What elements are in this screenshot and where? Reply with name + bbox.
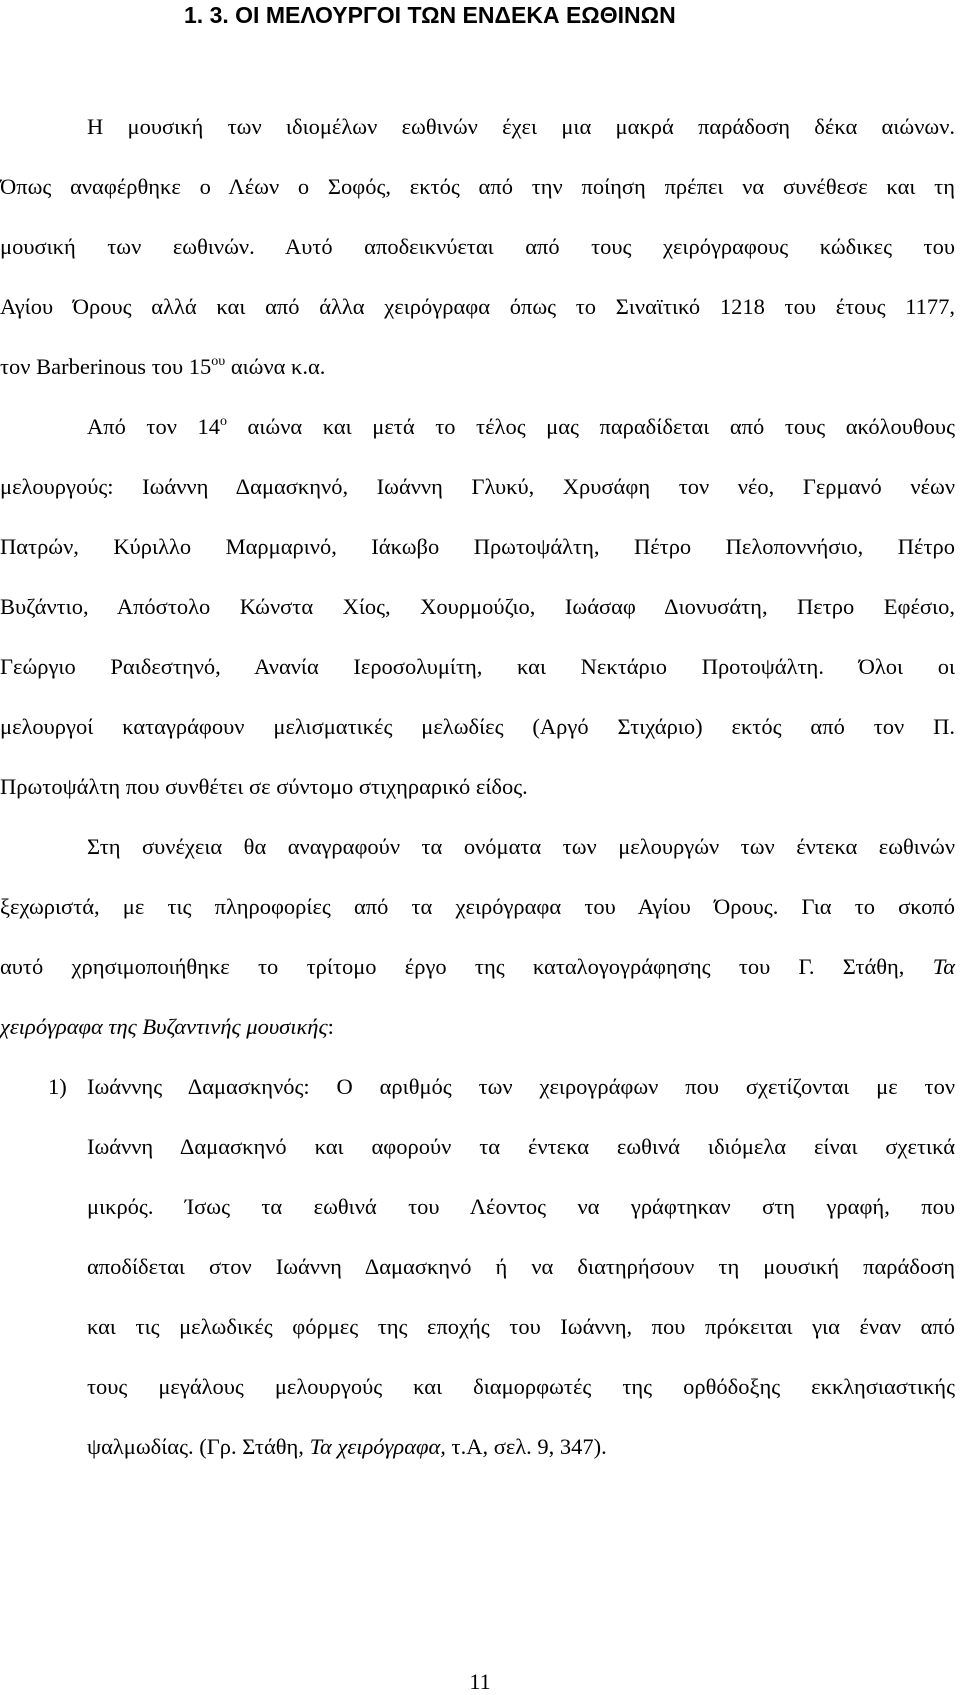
paragraph-2-line-4-text: Βυζάντιο, Απόστολο Κώνστα Χίος, Χουρμούζιο, Ιωάσαφ Διονυσάτη, Πετρο Εφέσιο, — [0, 594, 955, 619]
section-heading: 1. 3. ΟΙ ΜΕΛΟΥΡΓΟΙ ΤΩΝ ΕΝΔΕΚΑ ΕΩΘΙΝΩΝ — [184, 2, 676, 28]
paragraph-2-line-7 — [0, 772, 955, 802]
list-item-line-3-text: μικρός. Ίσως τα εωθινά του Λέοντος να γράφτηκαν στη γραφή, που — [87, 1194, 955, 1219]
list-item-line-6-text: τους μεγάλους μελουργούς και διαμορφωτές της ορθόδοξης εκκλησιαστικής — [87, 1374, 955, 1399]
paragraph-2-line-1-text-a: Από τον 14 — [87, 414, 220, 439]
italic-citation: Τα χειρόγραφα, — [309, 1434, 446, 1459]
list-item-line-7 — [87, 1432, 955, 1462]
paragraph-1-line-2 — [0, 172, 955, 202]
paragraph-2-line-6 — [0, 712, 955, 742]
paragraph-2-line-1-text-b: αιώνα και μετά το τέλος μας παραδίδεται από τους ακόλουθους — [226, 414, 955, 439]
list-item-line-5 — [87, 1312, 955, 1342]
paragraph-2-line-3-text: Πατρών, Κύριλλο Μαρμαρινό, Ιάκωβο Πρωτοψάλτη, Πέτρο Πελοποννήσιο, Πέτρο — [0, 534, 955, 559]
list-item-line-1-text: Ιωάννης Δαμασκηνός: Ο αριθμός των χειρογράφων που σχετίζονται με τον — [87, 1074, 955, 1099]
paragraph-1-line-2-text: Όπως αναφέρθηκε ο Λέων ο Σοφός, εκτός από την ποίηση πρέπει να συνέθεσε και τη — [0, 174, 955, 199]
list-item-line-4-text: αποδίδεται στον Ιωάννη Δαμασκηνό ή να διατηρήσουν τη μουσική παράδοση — [87, 1254, 955, 1279]
italic-title-start: Τα — [932, 954, 955, 979]
paragraph-2-line-5 — [0, 652, 955, 682]
paragraph-1-line-3 — [0, 232, 955, 262]
paragraph-2-line-6-text: μελουργοί καταγράφουν μελισματικές μελωδίες (Αργό Στιχάριο) εκτός από τον Π. — [0, 714, 955, 739]
paragraph-1-line-5-text-b: αιώνα κ.α. — [225, 354, 326, 379]
paragraph-2-line-4 — [0, 592, 955, 622]
paragraph-1-line-3-text: μουσική των εωθινών. Αυτό αποδεικνύεται από τους χειρόγραφους κώδικες του — [0, 234, 955, 259]
list-number: 1) — [48, 1074, 67, 1099]
paragraph-3-line-1 — [87, 832, 955, 862]
list-item-line-2-text: Ιωάννη Δαμασκηνό και αφορούν τα έντεκα εωθινά ιδιόμελα είναι σχετικά — [87, 1134, 955, 1159]
paragraph-2-line-5-text: Γεώργιο Ραιδεστηνό, Ανανία Ιεροσολυμίτη, και Νεκτάριο Προτοψάλτη. Όλοι οι — [0, 654, 955, 679]
list-item-line-5-text: και τις μελωδικές φόρμες της εποχής του Ιωάννη, που πρόκειται για έναν από — [87, 1314, 955, 1339]
paragraph-1-line-1 — [87, 112, 955, 142]
paragraph-1-line-1-text: Η μουσική των ιδιομέλων εωθινών έχει μια μακρά παράδοση δέκα αιώνων. — [87, 114, 955, 139]
list-item-line-7-text-a: ψαλμωδίας. (Γρ. Στάθη, — [87, 1434, 310, 1459]
list-item-line-6 — [87, 1372, 955, 1402]
list-item-line-7-text-c: τ.Α, σελ. 9, 347). — [445, 1434, 607, 1459]
paragraph-3-line-3-text: αυτό χρησιμοποιήθηκε το τρίτομο έργο της καταλογογράφησης του Γ. Στάθη, — [0, 954, 933, 979]
paragraph-2-line-1 — [87, 412, 955, 442]
paragraph-3-line-2-text: ξεχωριστά, με τις πληροφορίες από τα χειρόγραφα του Αγίου Όρους. Για το σκοπό — [0, 894, 955, 919]
paragraph-2-line-2-text: μελουργούς: Ιωάννη Δαμασκηνό, Ιωάννη Γλυκύ, Χρυσάφη τον νέο, Γερμανό νέων — [0, 474, 955, 499]
paragraph-3-line-4 — [0, 1012, 955, 1042]
paragraph-1-line-4-text: Αγίου Όρους αλλά και από άλλα χειρόγραφα όπως το Σιναϊτικό 1218 του έτους 1177, — [0, 294, 955, 319]
list-item-line-4 — [87, 1252, 955, 1282]
century-superscript-2: ο — [219, 414, 227, 429]
paragraph-2-line-3 — [0, 532, 955, 562]
paragraph-1-line-5-text-a: τον Barberinous του 15 — [0, 354, 212, 379]
page-number: 11 — [469, 1669, 491, 1694]
paragraph-1-line-4 — [0, 292, 955, 322]
paragraph-2-line-7-text: Πρωτοψάλτη που συνθέτει σε σύντομο στιχηραρικό είδος. — [0, 774, 528, 799]
list-item-line-2 — [87, 1132, 955, 1162]
list-item-line-1 — [87, 1072, 955, 1102]
century-superscript: ου — [211, 354, 226, 369]
paragraph-3-line-1-text: Στη συνέχεια θα αναγραφούν τα ονόματα των μελουργών των έντεκα εωθινών — [87, 834, 955, 859]
paragraph-2-line-2 — [0, 472, 955, 502]
list-item-line-3 — [87, 1192, 955, 1222]
colon: : — [327, 1014, 334, 1039]
italic-book-title: χειρόγραφα της Βυζαντινής μουσικής — [0, 1014, 328, 1039]
paragraph-3-line-2 — [0, 892, 955, 922]
paragraph-3-line-3 — [0, 952, 955, 982]
paragraph-1-line-5 — [0, 352, 955, 382]
